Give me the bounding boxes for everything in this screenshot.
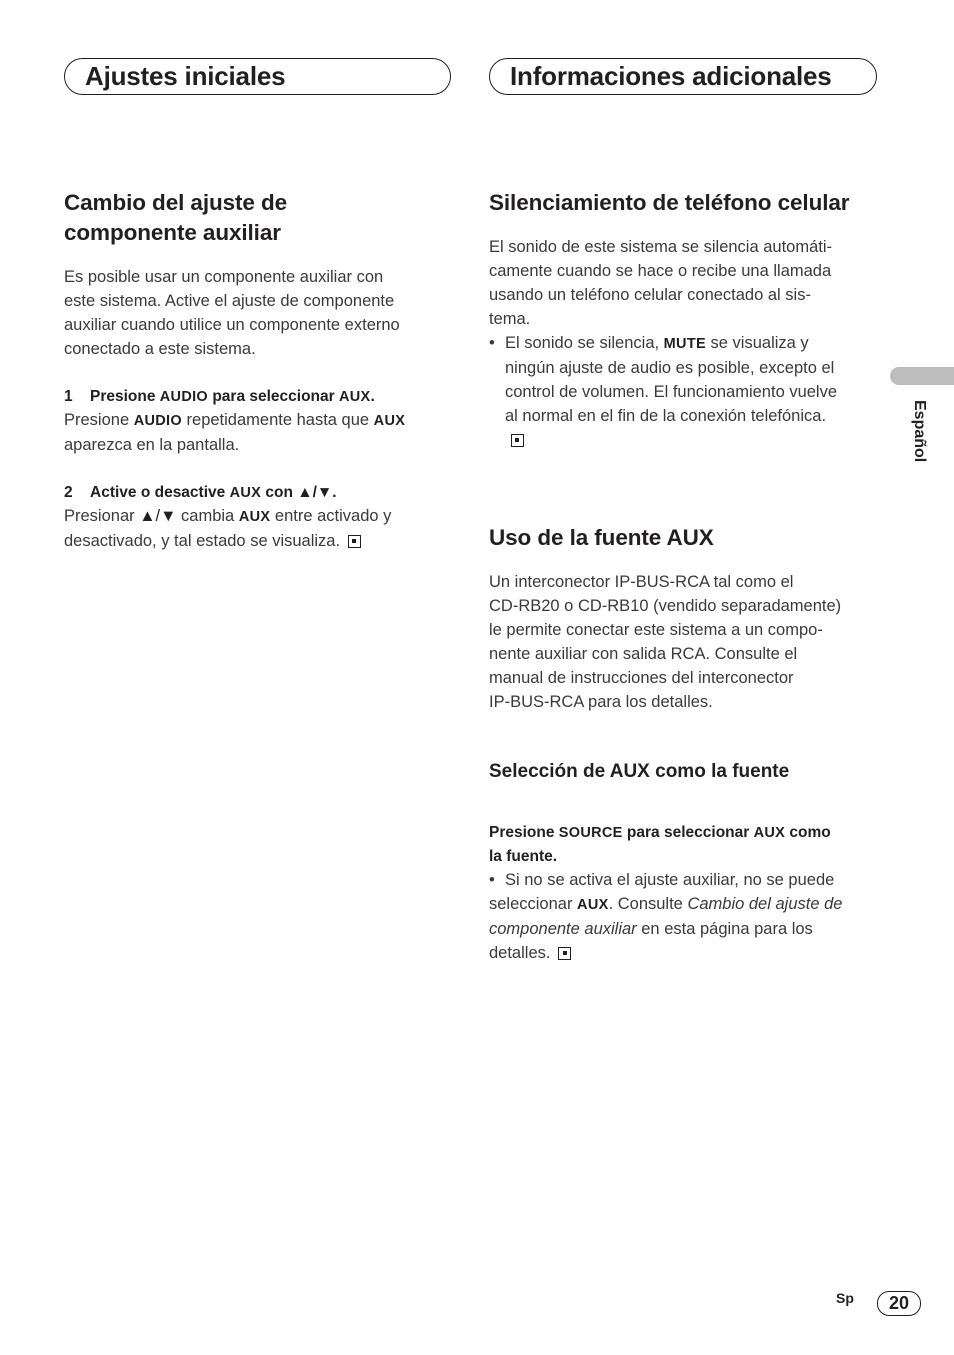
aux-key-label: AUX bbox=[229, 485, 262, 501]
section-title-left-text: Ajustes iniciales bbox=[85, 61, 286, 91]
sec1-bullet-line-3: control de volumen. El funcionamiento vuelve bbox=[505, 383, 838, 401]
sub-heading: Selección de AUX como la fuente bbox=[489, 761, 790, 782]
language-tab-marker bbox=[890, 367, 954, 385]
sec1-line: usando un teléfono celular conectado al sis- bbox=[489, 286, 811, 304]
step-1-body-pre: Presione bbox=[64, 411, 134, 429]
step-2-text-post: . bbox=[332, 484, 337, 501]
sec1-bullet-line-1 bbox=[489, 331, 837, 356]
sec1-bullet-line-4: al normal en el fin de la conexión telefónica. bbox=[505, 407, 827, 425]
aux-key-label: AUX bbox=[338, 389, 371, 405]
aux-note-line-2 bbox=[489, 892, 842, 917]
step-1-text-mid: para seleccionar bbox=[208, 388, 339, 405]
cross-reference-link: componente auxiliar bbox=[489, 920, 637, 938]
sec2-line: CD-RB20 o CD-RB10 (vendido separadamente) bbox=[489, 597, 842, 615]
up-down-arrows-icon: ▲/▼ bbox=[297, 484, 333, 501]
sec1-bullet-pre: El sonido se silencia, bbox=[505, 334, 664, 352]
step-1-body-line-1 bbox=[64, 408, 405, 433]
language-code: Sp bbox=[836, 1290, 854, 1306]
source-key-label: SOURCE bbox=[558, 825, 623, 841]
section-title-right-text: Informaciones adicionales bbox=[510, 61, 832, 91]
sec2-heading: Uso de la fuente AUX bbox=[489, 525, 714, 550]
source-instruction-line-1 bbox=[489, 821, 831, 845]
step-2-body-line-2-text: desactivado, y tal estado se visualiza. bbox=[64, 532, 341, 550]
left-intro-line: conectado a este sistema. bbox=[64, 340, 256, 358]
step-2-body bbox=[64, 504, 391, 553]
sec2-line: Un interconector IP-BUS-RCA tal como el bbox=[489, 573, 794, 591]
step-2-body-post: entre activado y bbox=[270, 507, 392, 525]
aux-key-label: AUX bbox=[753, 825, 786, 841]
sec2-line: nente auxiliar con salida RCA. Consulte el bbox=[489, 645, 798, 663]
sec1-heading: Silenciamiento de teléfono celular bbox=[489, 190, 850, 215]
aux-key-label: AUX bbox=[577, 897, 609, 913]
step-2-text-mid: con bbox=[261, 484, 298, 501]
step-2-body-line-2 bbox=[64, 529, 391, 553]
up-down-arrows-icon: ▲/▼ bbox=[139, 507, 177, 525]
sec2-paragraph bbox=[489, 570, 841, 714]
step-1-body bbox=[64, 408, 405, 457]
left-heading bbox=[64, 188, 287, 248]
audio-key-label: AUDIO bbox=[133, 413, 182, 429]
aux-note-line-1 bbox=[489, 868, 842, 892]
aux-note-line-3-post: en esta página para los bbox=[636, 920, 813, 938]
bullet-icon: • bbox=[489, 871, 495, 889]
step-2-body-pre: Presionar bbox=[64, 507, 140, 525]
step-1-number: 1 bbox=[64, 388, 73, 405]
page-number: 20 bbox=[877, 1291, 921, 1316]
instr-pre: Presione bbox=[489, 824, 559, 841]
end-of-section-icon bbox=[511, 434, 524, 447]
aux-note-mid: . Consulte bbox=[608, 895, 688, 913]
left-intro-line: este sistema. Active el ajuste de componente bbox=[64, 292, 395, 310]
source-instruction bbox=[489, 821, 831, 869]
step-1-body-mid: repetidamente hasta que bbox=[181, 411, 374, 429]
source-instruction-line-2: la fuente. bbox=[489, 848, 558, 865]
aux-key-label: AUX bbox=[373, 413, 406, 429]
sec1-bullet-post: se visualiza y bbox=[705, 334, 809, 352]
section-title-left bbox=[64, 58, 451, 95]
step-2-title bbox=[64, 481, 337, 505]
cross-reference-link: Cambio del ajuste de bbox=[687, 895, 843, 913]
bullet-icon: • bbox=[489, 334, 495, 352]
aux-note-line-4-text: detalles. bbox=[489, 944, 551, 962]
aux-note bbox=[489, 868, 842, 965]
step-2-number: 2 bbox=[64, 484, 73, 501]
step-2-text-pre: Active o desactive bbox=[90, 484, 230, 501]
left-intro-line: Es posible usar un componente auxiliar con bbox=[64, 268, 384, 286]
language-side-label-text: Español bbox=[911, 400, 928, 463]
left-heading-line-1: Cambio del ajuste de bbox=[64, 190, 288, 215]
sec1-paragraph bbox=[489, 235, 832, 331]
step-1-title bbox=[64, 385, 375, 409]
left-heading-line-2: componente auxiliar bbox=[64, 220, 281, 245]
instr-mid: para seleccionar bbox=[622, 824, 754, 841]
left-intro-line: auxiliar cuando utilice un componente externo bbox=[64, 316, 400, 334]
step-2-body-mid: cambia bbox=[176, 507, 239, 525]
sec1-line: tema. bbox=[489, 310, 531, 328]
mute-indicator-label: MUTE bbox=[663, 336, 706, 352]
aux-key-label: AUX bbox=[238, 509, 271, 525]
sec2-line: manual de instrucciones del interconector bbox=[489, 669, 794, 687]
aux-note-line-3 bbox=[489, 917, 842, 941]
step-1-text-post: . bbox=[370, 388, 375, 405]
aux-note-pre: seleccionar bbox=[489, 895, 578, 913]
end-of-section-icon bbox=[348, 535, 361, 548]
step-2-body-line-1 bbox=[64, 504, 391, 529]
sec1-line: camente cuando se hace o recibe una llamada bbox=[489, 262, 832, 280]
end-of-section-icon bbox=[558, 947, 571, 960]
aux-note-line-1-text: Si no se activa el ajuste auxiliar, no se puede bbox=[505, 871, 835, 889]
sec1-line: El sonido de este sistema se silencia automáti- bbox=[489, 238, 833, 256]
sec1-end-line bbox=[489, 428, 837, 452]
section-title-right bbox=[489, 58, 877, 95]
step-1-body-line-2: aparezca en la pantalla. bbox=[64, 436, 240, 454]
aux-note-line-4 bbox=[489, 941, 842, 965]
instr-post: como bbox=[785, 824, 831, 841]
left-intro-paragraph bbox=[64, 265, 400, 361]
sec1-bullet-line-2: ningún ajuste de audio es posible, excepto el bbox=[505, 359, 835, 377]
sec2-line: IP-BUS-RCA para los detalles. bbox=[489, 693, 713, 711]
step-1-text-pre: Presione bbox=[90, 388, 160, 405]
sec1-bullet bbox=[489, 331, 837, 452]
sec2-line: le permite conectar este sistema a un compo- bbox=[489, 621, 823, 639]
audio-key-label: AUDIO bbox=[159, 389, 209, 405]
